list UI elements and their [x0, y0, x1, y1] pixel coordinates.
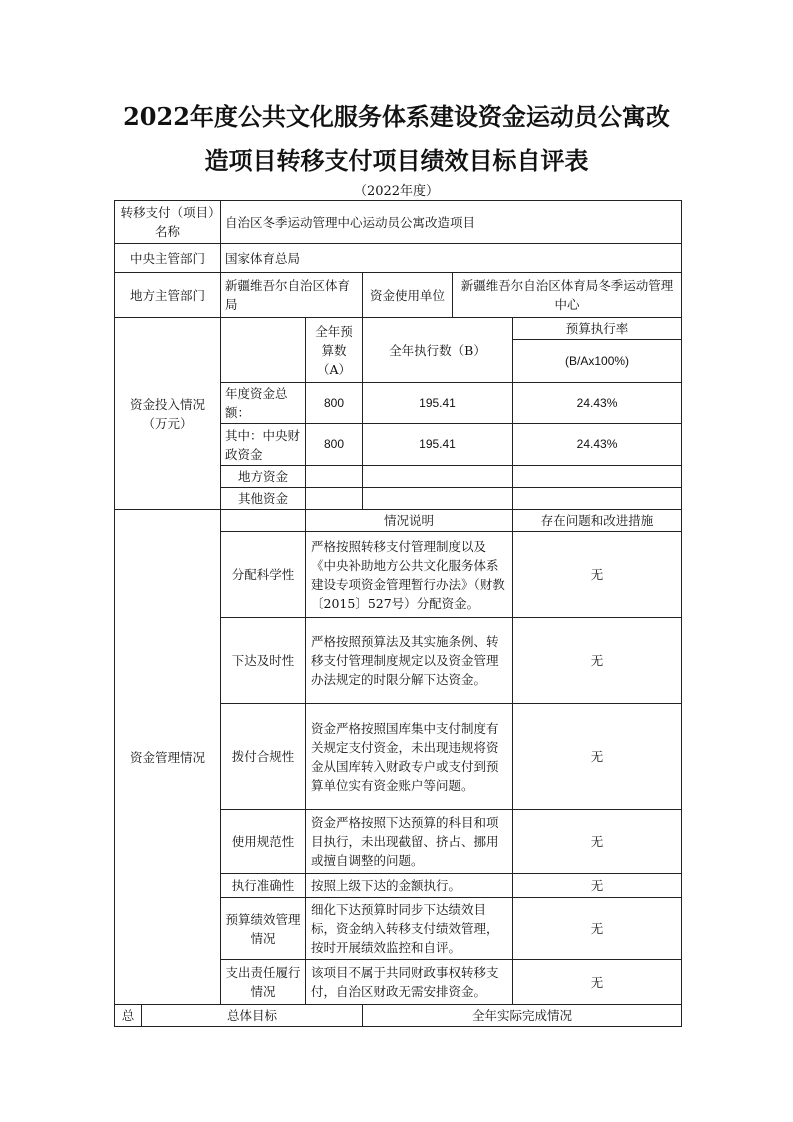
mgmt-row-label: 执行准确性: [221, 874, 306, 898]
mgmt-row-desc: 资金严格按照国库集中支付制度有关规定支付资金，未出现违规将资金从国库转入财政专户或支付到预算单位实有资金账户等问题。: [306, 704, 513, 810]
project-name-value: 自治区冬季运动管理中心运动员公寓改造项目: [221, 201, 682, 244]
mgmt-row-desc: 按照上级下达的金额执行。: [306, 874, 513, 898]
mgmt-header-blank: [221, 510, 306, 532]
funds-row-exec: 195.41: [363, 383, 513, 424]
mgmt-row-label: 使用规范性: [221, 810, 306, 874]
user-unit-label: 资金使用单位: [363, 273, 453, 318]
mgmt-col-issue: 存在问题和改进措施: [513, 510, 682, 532]
funds-row-exec: [363, 488, 513, 510]
funds-row-rate: [513, 488, 682, 510]
page-title-line1: 2022年度公共文化服务体系建设资金运动员公寓改: [123, 102, 670, 131]
mgmt-row-issue: 无: [513, 532, 682, 618]
funds-section-label: 资金投入情况（万元）: [115, 318, 221, 510]
funds-col-rate: 预算执行率: [513, 318, 682, 340]
mgmt-row-issue: 无: [513, 810, 682, 874]
funds-row-exec: 195.41: [363, 424, 513, 466]
goals-col-goal: 总体目标: [142, 1005, 363, 1027]
funds-row-label: 其中：中央财政资金: [221, 424, 306, 466]
funds-row-label: 地方资金: [221, 466, 306, 488]
funds-row-rate: [513, 466, 682, 488]
self-evaluation-table: [114, 200, 682, 1027]
mgmt-row-issue: 无: [513, 874, 682, 898]
user-unit-value: 新疆维吾尔自治区体育局冬季运动管理中心: [453, 273, 682, 318]
mgmt-header-row: [115, 510, 682, 532]
goals-section-label: 总: [115, 1005, 142, 1027]
mgmt-row-issue: 无: [513, 960, 682, 1005]
central-dept-row: [115, 244, 682, 273]
local-dept-label: 地方主管部门: [115, 273, 221, 318]
funds-header-row: [115, 318, 682, 340]
local-dept-value: 新疆维吾尔自治区体育局: [221, 273, 363, 318]
funds-col-exec: 全年执行数（B）: [363, 318, 513, 383]
funds-row-budget: 800: [306, 383, 363, 424]
funds-row-budget: [306, 466, 363, 488]
mgmt-row-issue: 无: [513, 704, 682, 810]
mgmt-row-label: 分配科学性: [221, 532, 306, 618]
mgmt-row-label: 支出责任履行情况: [221, 960, 306, 1005]
funds-row-budget: 800: [306, 424, 363, 466]
report-year: （2022年度）: [353, 184, 440, 199]
mgmt-row-desc: 细化下达预算时同步下达绩效目标，资金纳入转移支付绩效管理，按时开展绩效监控和自评。: [306, 898, 513, 960]
central-dept-value: 国家体育总局: [221, 244, 682, 273]
funds-row-rate: 24.43%: [513, 424, 682, 466]
funds-col-budget: 全年预算数（A）: [306, 318, 363, 383]
project-name-row: [115, 201, 682, 244]
local-dept-row: [115, 273, 682, 318]
funds-header-blank: [221, 318, 306, 383]
mgmt-col-desc: 情况说明: [306, 510, 513, 532]
goals-col-actual: 全年实际完成情况: [363, 1005, 682, 1027]
mgmt-row-label: 拨付合规性: [221, 704, 306, 810]
mgmt-row-desc: 严格按照预算法及其实施条例、转移支付管理制度规定以及资金管理办法规定的时限分解下达资金。: [306, 618, 513, 704]
mgmt-row-desc: 该项目不属于共同财政事权转移支付，自治区财政无需安排资金。: [306, 960, 513, 1005]
mgmt-section-label: 资金管理情况: [115, 510, 221, 1005]
mgmt-row-label: 预算绩效管理情况: [221, 898, 306, 960]
central-dept-label: 中央主管部门: [115, 244, 221, 273]
funds-row-rate: 24.43%: [513, 383, 682, 424]
page-title-line2: 造项目转移支付项目绩效目标自评表: [204, 146, 589, 175]
funds-row-label: 年度资金总额：: [221, 383, 306, 424]
funds-row-exec: [363, 466, 513, 488]
mgmt-row-label: 下达及时性: [221, 618, 306, 704]
project-name-label: 转移支付（项目）名称: [115, 201, 221, 244]
funds-row-label: 其他资金: [221, 488, 306, 510]
funds-row-budget: [306, 488, 363, 510]
goals-header-row: [115, 1005, 682, 1027]
mgmt-row-issue: 无: [513, 898, 682, 960]
mgmt-row-issue: 无: [513, 618, 682, 704]
mgmt-row-desc: 资金严格按照下达预算的科目和项目执行，未出现截留、挤占、挪用或擅自调整的问题。: [306, 810, 513, 874]
mgmt-row-desc: 严格按照转移支付管理制度以及《中央补助地方公共文化服务体系建设专项资金管理暂行办法》（财教〔2015〕527号）分配资金。: [306, 532, 513, 618]
funds-col-rate-formula: (B/Ax100%): [513, 340, 682, 383]
